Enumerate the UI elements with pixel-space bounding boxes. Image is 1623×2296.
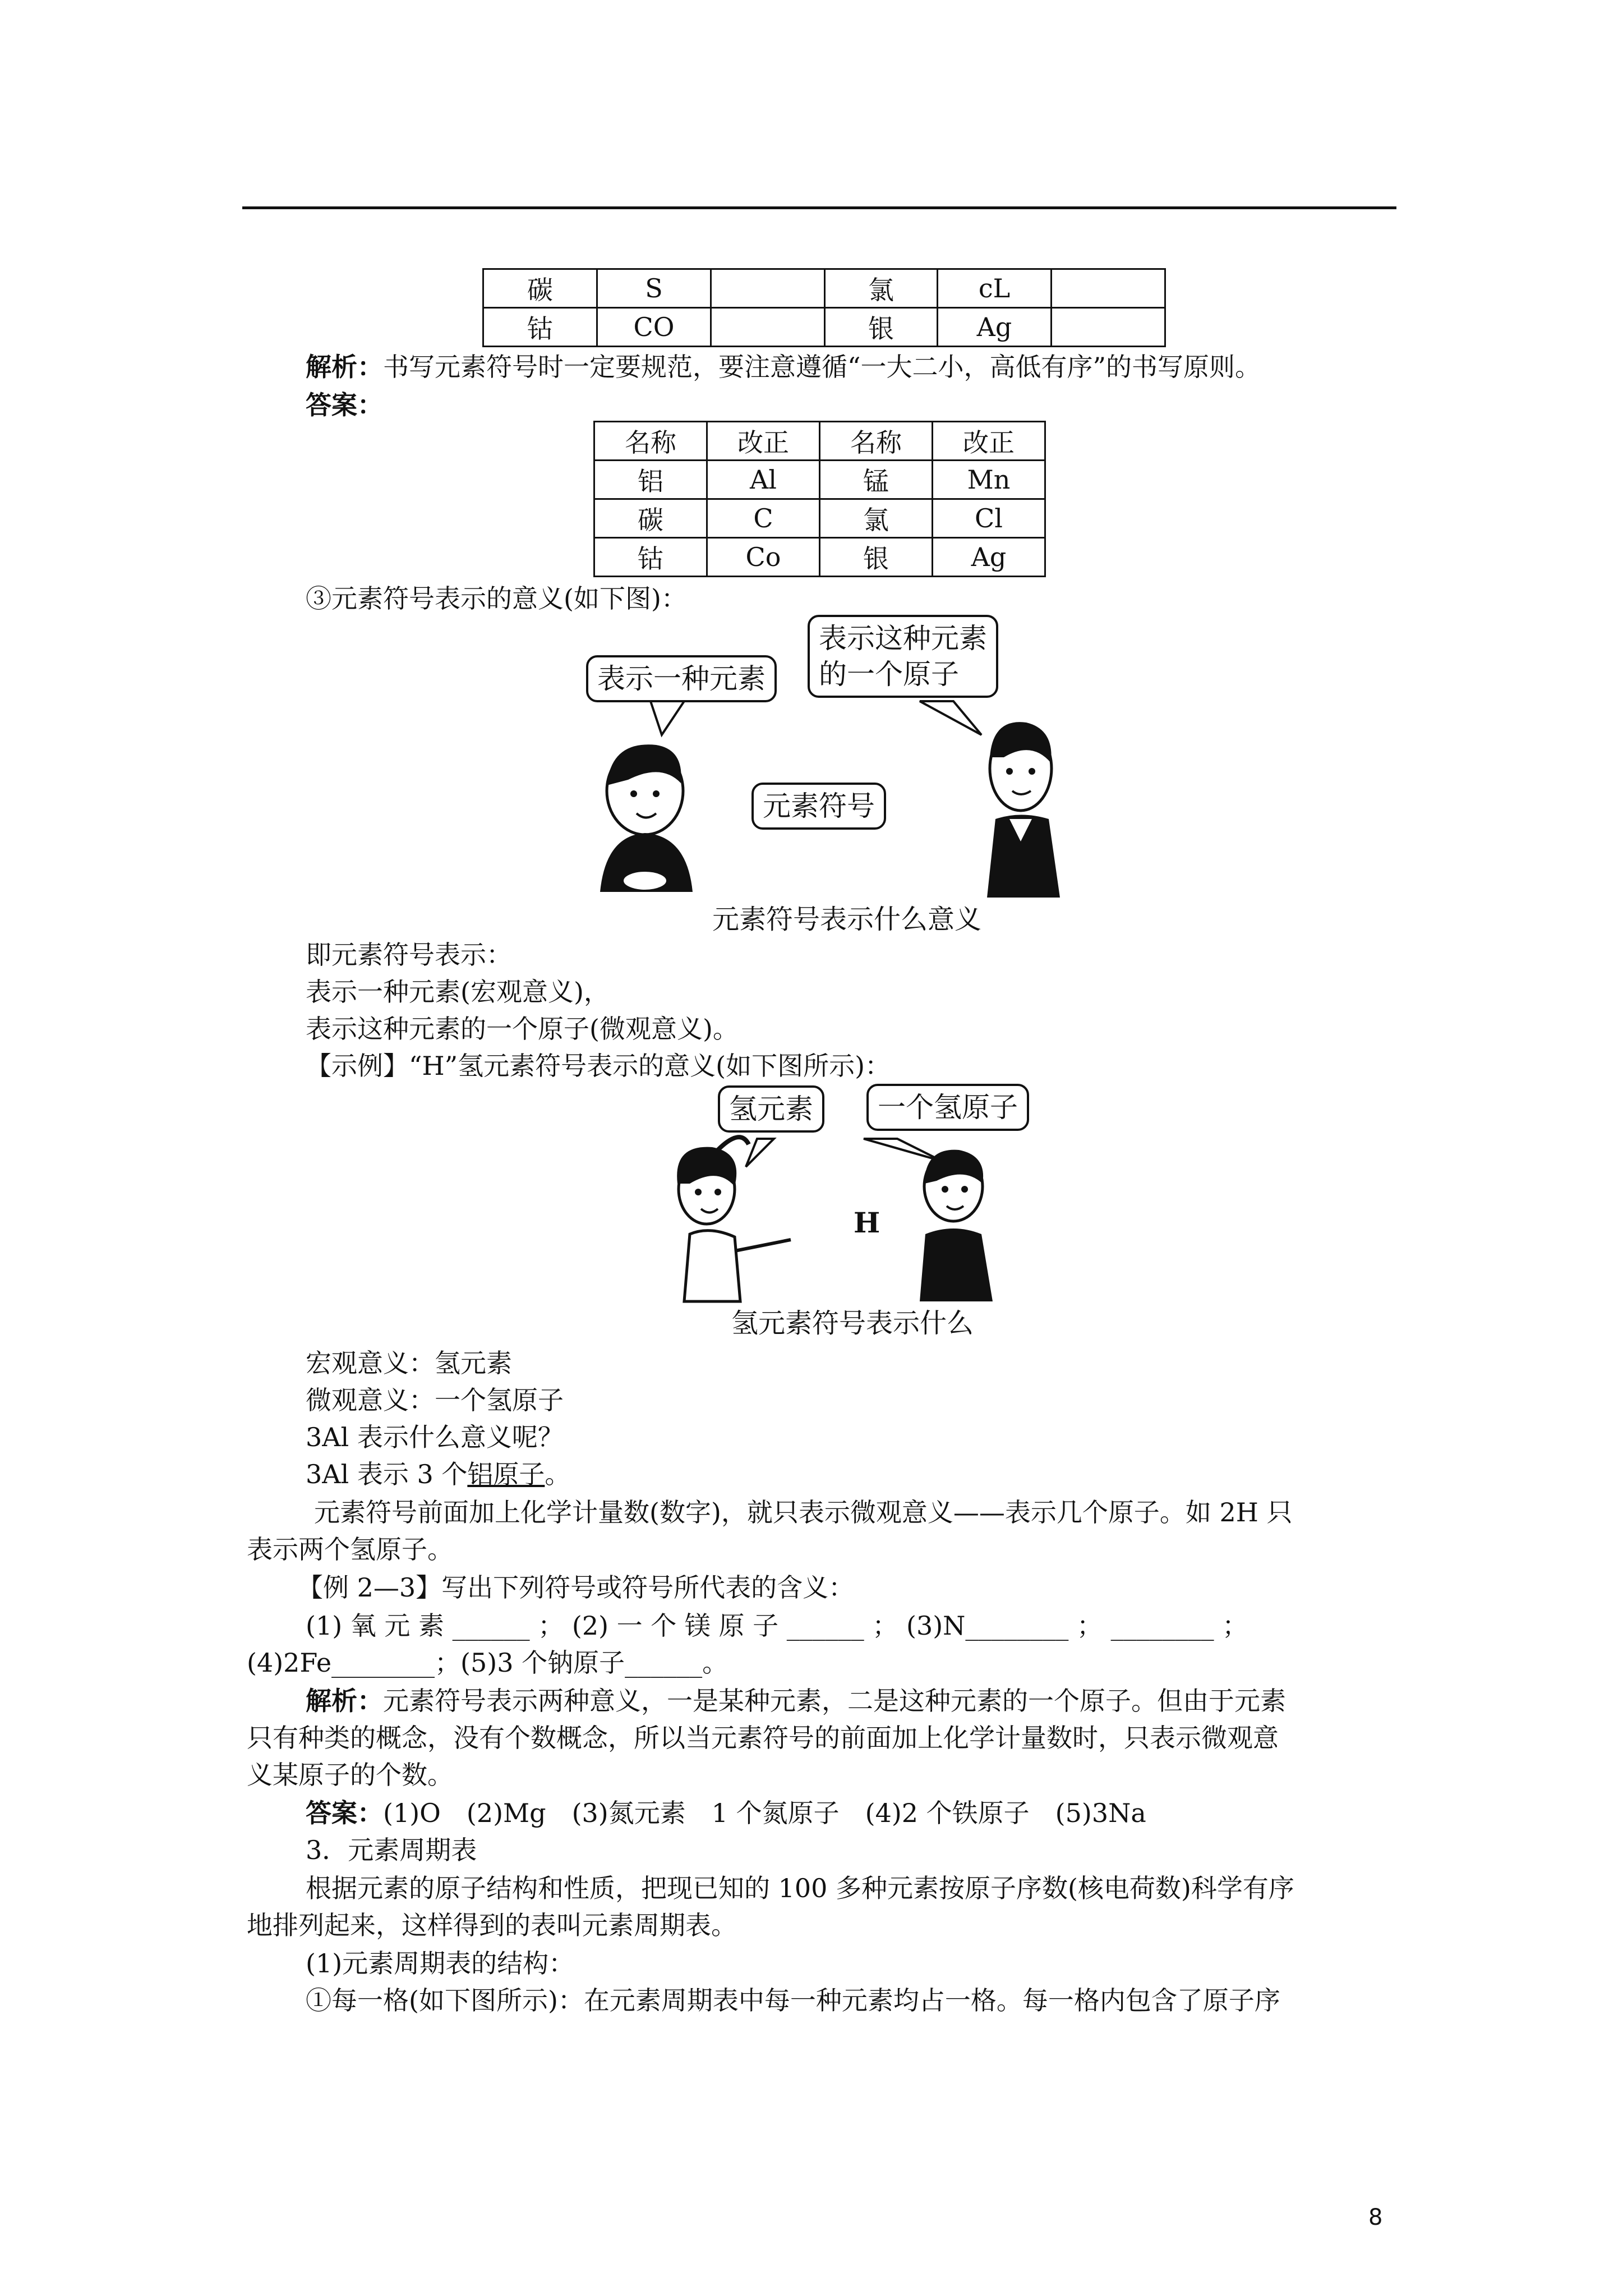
h-line: 3Al 表示什么意义呢？ [306, 1422, 564, 1452]
structure-cell-line: ①每一格(如下图所示)：在元素周期表中每一种元素均占一格。每一格内包含了原子序 [306, 1985, 1280, 2016]
center-label: 元素符号 [751, 783, 886, 830]
table-cell: Mn [933, 461, 1045, 499]
symbol-error-table [482, 268, 1166, 347]
page-number: 8 [1368, 2205, 1383, 2230]
table-cell: Al [707, 461, 820, 499]
analysis-text: 书写元素符号时一定要规范，要注意遵循“一大二小，高低有序”的书写原则。 [383, 352, 1261, 382]
table-cell: Co [707, 538, 820, 577]
section-paragraph-line: 根据元素的原子结构和性质，把现已知的 100 多种元素按原子序数(核电荷数)科学有序 [306, 1873, 1294, 1903]
table-cell: 碳 [483, 269, 597, 308]
figure1-illustration [561, 651, 1122, 909]
table-cell: 氯 [820, 499, 933, 538]
man-cartoon-icon [987, 722, 1060, 898]
bubble-tail-right [920, 701, 981, 735]
meaning-intro: ③元素符号表示的意义(如下图)： [306, 583, 687, 614]
h-line: 微观意义：一个氢原子 [306, 1385, 564, 1415]
analysis-line: 义某原子的个数。 [247, 1760, 453, 1790]
table-header-cell: 名称 [594, 422, 707, 461]
speech-bubble-right: 一个氢原子 [866, 1084, 1029, 1131]
table-row [594, 538, 1045, 577]
h-line: 宏观意义：氢元素 [306, 1348, 512, 1378]
table-cell: C [707, 499, 820, 538]
analysis-label: 解析： [306, 1686, 383, 1716]
table-cell: 锰 [820, 461, 933, 499]
table-cell: Ag [933, 538, 1045, 577]
table-cell: 铝 [594, 461, 707, 499]
answer-2 [306, 1795, 1146, 1831]
figure2-caption: 氢元素符号表示什么 [731, 1308, 974, 1339]
figure2-illustration [628, 1122, 1054, 1313]
al-answer-underlined: 铝原子 [467, 1459, 545, 1489]
table-header-cell: 改正 [933, 422, 1045, 461]
example-intro: 【示例】“H”氢元素符号表示的意义(如下图所示)： [306, 1051, 891, 1081]
table-cell: Cl [933, 499, 1045, 538]
example-question-line: (1) 氧 元 素 ______ ； (2) 一 个 镁 原 子 ______ ； (3)N________ ； ________ ； [306, 1611, 1248, 1641]
table-header-cell: 改正 [707, 422, 820, 461]
meaning-line: 表示一种元素(宏观意义)， [306, 977, 610, 1007]
answer-text: (1)O (2)Mg (3)氮元素 1 个氮原子 (4)2 个铁原子 (5)3Na [383, 1798, 1146, 1828]
analysis-line: 只有种类的概念，没有个数概念，所以当元素符号的前面加上化学计量数时，只表示微观意 [247, 1723, 1279, 1753]
meaning-line: 即元素符号表示： [306, 940, 512, 970]
example-question-line: (4)2Fe________；(5)3 个钠原子______。 [247, 1648, 728, 1678]
section-paragraph-line: 地排列起来，这样得到的表叫元素周期表。 [247, 1910, 737, 1940]
girl-cartoon-icon [677, 1137, 791, 1301]
bubble-tail-left [651, 701, 684, 735]
header-rule [242, 206, 1396, 209]
table-cell [711, 269, 825, 308]
table-cell [1052, 308, 1165, 347]
al-answer-prefix: 3Al 表示 3 个 [306, 1459, 468, 1489]
speech-bubble-left: 表示一种元素 [586, 655, 777, 702]
table-cell: 银 [825, 308, 938, 347]
bubble-tail-right [864, 1139, 942, 1161]
table-row [594, 499, 1045, 538]
table-cell: cL [938, 269, 1052, 308]
analysis-2 [306, 1683, 1286, 1719]
analysis-label: 解析： [306, 352, 383, 382]
structure-heading: (1)元素周期表的结构： [306, 1948, 575, 1978]
hydrogen-symbol-label: H [854, 1206, 880, 1239]
table-cell: S [597, 269, 711, 308]
al-answer [306, 1456, 570, 1492]
boy-cartoon-icon [600, 744, 693, 892]
table-row [483, 308, 1165, 347]
symbol-answer-table [593, 421, 1046, 577]
analysis-1 [306, 349, 1261, 385]
section-title: 3．元素周期表 [306, 1835, 477, 1865]
table-header-cell: 名称 [820, 422, 933, 461]
table-cell: 氯 [825, 269, 938, 308]
analysis-text: 元素符号表示两种意义，一是某种元素，二是这种元素的一个原子。但由于元素 [383, 1686, 1286, 1716]
al-answer-suffix: 。 [545, 1459, 571, 1489]
speech-bubble-left: 氢元素 [718, 1085, 824, 1133]
answer-label: 答案： [306, 1798, 383, 1828]
table-row [483, 269, 1165, 308]
table-cell: CO [597, 308, 711, 347]
coefficient-paragraph-line: 表示两个氢原子。 [247, 1534, 453, 1565]
table-row [594, 461, 1045, 499]
table-cell: 钴 [594, 538, 707, 577]
speech-bubble-right: 表示这种元素 的一个原子 [808, 615, 998, 698]
table-cell [711, 308, 825, 347]
table-cell [1052, 269, 1165, 308]
figure1-caption: 元素符号表示什么意义 [712, 904, 981, 935]
boy-cartoon-icon [920, 1150, 993, 1301]
table-cell: 钴 [483, 308, 597, 347]
example-title: 【例 2—3】写出下列符号或符号所代表的含义： [297, 1572, 855, 1603]
coefficient-paragraph-line: 元素符号前面加上化学计量数(数字)，就只表示微观意义——表示几个原子。如 2H 只 [314, 1497, 1293, 1527]
table-cell: 银 [820, 538, 933, 577]
table-cell: Ag [938, 308, 1052, 347]
table-cell: 碳 [594, 499, 707, 538]
meaning-line: 表示这种元素的一个原子(微观意义)。 [306, 1014, 739, 1044]
table-row [594, 422, 1045, 461]
answer-label: 答案： [306, 390, 383, 420]
